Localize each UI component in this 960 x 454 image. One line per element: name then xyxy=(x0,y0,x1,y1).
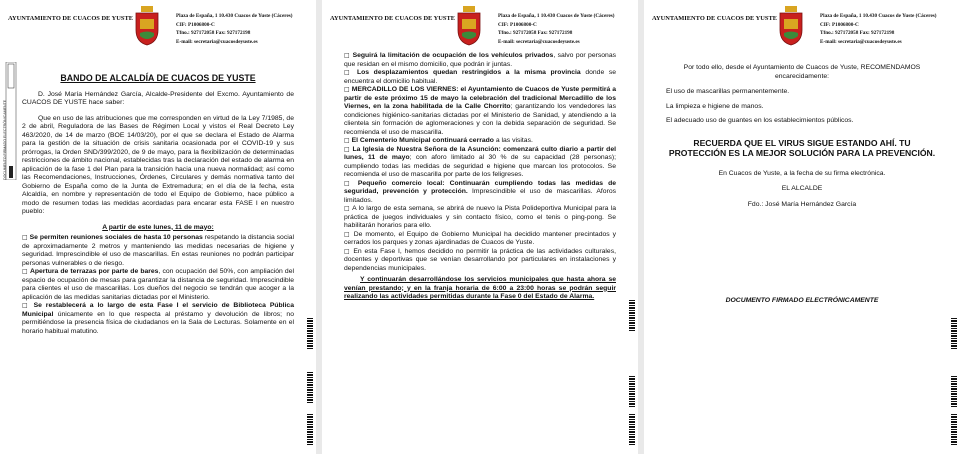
letterhead xyxy=(8,6,310,54)
bullet-icon: □ xyxy=(344,230,351,238)
barcode-icon xyxy=(629,376,635,408)
letterhead-org-name: AYUNTAMIENTO DE CUACOS DE YUSTE xyxy=(330,15,455,22)
list-item: □ Se restablecerá a lo largo de esta Fase I el servicio de Biblioteca Pública Municipal únicamente en lo que respecta al préstamo y devolución de libros; no permitiéndose la presencia física de ciudadanos en la Sala de Lecturas. Solamente en el horario habitual matutino. xyxy=(22,302,294,335)
coat-of-arms-icon xyxy=(456,6,482,46)
bullet-icon: □ xyxy=(344,52,351,59)
recommendation-item: La limpieza e higiene de manos. xyxy=(666,102,764,110)
list-item: □ Los desplazamientos quedan restringidos a la misma provincia donde se encuentra el domicilio habitual. xyxy=(344,69,617,85)
signer-role: EL ALCALDE xyxy=(781,185,823,192)
barcode-icon xyxy=(951,376,957,408)
bullet-icon: □ xyxy=(22,234,28,241)
document-page-1 xyxy=(0,0,316,454)
letterhead-contact: Plaza de España, 1 10.430 Cuacos de Yuste (Cáceres) CIF: P1006800-C Tfno.: 927172058 Fax: 927172198 E-mail: secretaria@cuacosdeyuste.es xyxy=(820,13,937,45)
recommendation-item: El uso de mascarillas permanentemente. xyxy=(666,88,790,95)
recommendation-item: El adecuado uso de guantes en los establecimientos públicos. xyxy=(666,117,854,124)
letterhead-contact: Plaza de España, 1 10.430 Cuacos de Yuste (Cáceres) CIF: P1006800-C Tfno.: 927172058 Fax: 927172198 E-mail: secretaria@cuacosdeyuste.es xyxy=(176,13,293,45)
page-2-body xyxy=(344,52,616,302)
date-line: En Cuacos de Yuste, a la fecha de su firma electrónica. xyxy=(718,169,886,177)
bullet-icon: □ xyxy=(344,179,353,187)
list-item: □ MERCADILLO DE LOS VIERNES: el Ayuntamiento de Cuacos de Yuste permitirá a partir de este próximo 15 de mayo la celebración del tradicional Mercadillo de los Viernes, en la zona habilitada de la Calle Chorrito; garantizando los vendedores las condiciones higiénico-sanitarias dictadas por el Ministerio de Sanidad, y atendiendo a la clientela sin formación de aglomeraciones y con la debida separación de seguridad. Se recomienda el uso de mascarilla. xyxy=(344,86,617,136)
letterhead-contact: Plaza de España, 1 10.430 Cuacos de Yuste (Cáceres) CIF: P1006800-C Tfno.: 927172058 Fax: 927172198 E-mail: secretaria@cuacosdeyuste.es xyxy=(498,13,615,45)
slogan: RECUERDA QUE EL VIRUS SIGUE ESTANDO AHÍ. TU PROTECCIÓN ES LA MEJOR SOLUCIÓN PARA LA PREVENCIÓN. xyxy=(668,137,936,158)
electronic-signature-note: DOCUMENTO FIRMADO ELECTRÓNICAMENTE xyxy=(725,297,879,304)
phase-subtitle: A partir de este lunes, 11 de mayo: xyxy=(102,223,214,231)
bullet-icon: □ xyxy=(22,302,30,309)
barcode-icon xyxy=(307,414,313,446)
barcode-icon xyxy=(629,414,635,446)
bullet-icon: □ xyxy=(344,86,350,93)
list-item: □ De momento, el Equipo de Gobierno Municipal ha decidido mantener precintados y cerrados los parques y zonas ajardinadas de Cuacos de Yuste. xyxy=(344,230,617,246)
intro-paragraph: D. José María Hernández García, Alcalde-Presidente del Excmo. Ayuntamiento de CUACOS DE YUSTE hace saber: xyxy=(22,90,294,106)
bullet-icon: □ xyxy=(344,247,351,255)
coat-of-arms-icon xyxy=(134,6,160,46)
barcode-icon xyxy=(307,318,313,350)
letterhead-org-name: AYUNTAMIENTO DE CUACOS DE YUSTE xyxy=(652,15,777,22)
legal-paragraph: Que en uso de las atribuciones que me corresponden en virtud de la Ley 7/1985, de 2 de abril, Reguladora de las Bases de Régimen Local y vistos el Real Decreto Ley 463/2020, de 14 de marzo (BOE 14/03/20), por el que se declara el Estado de Alarma para la gestión de la situación de crisis sanitaria ocasionada por el COVID-19 y sus prórrogas, la Orden SND/399/2020, de 9 de mayo, para la flexibilización de determinadas restricciones de ámbito nacional, establecidas tras la declaración del estado de alarma en aplicación de la fase 1 del Plan para la transición hacia una nueva normalidad; así como las Recomendaciones, Instrucciones, Órdenes, Circulares y demás normativa tanto del Gobierno de España como de la Junta de Extremadura; en el día de la fecha, esta Alcaldía, en nombre y representación de todo el Equipo de Gobierno, hace público a modo de resumen todas las medidas acordadas para encarar esta FASE I en nuestro pueblo: xyxy=(22,114,294,215)
list-item: □ A lo largo de esta semana, se abrirá de nuevo la Pista Polideportiva Municipal para la práctica de juegos individuales y sin contacto físico, como el tenis o ping-pong. Se habilitarán horarios para ello. xyxy=(344,205,617,229)
bullet-icon: □ xyxy=(344,137,350,144)
closing-paragraph: Y continuarán desarrollándose los servicios municipales que hasta ahora se venían prestando; y en la franja horaria de 6:00 a 23:00 horas se podrán seguir realizando las actividades permitidas durante la Fase 0 del Estado de Alarma. xyxy=(344,276,616,300)
list-item: □ La Iglesia de Nuestra Señora de la Asunción: comenzará culto diario a partir del lunes, 11 de mayo; con aforo limitado al 30 % de su capacidad (28 personas); cumpliendo todas las medidas de seguridad e higiene que marcan los protocolos. Se recomienda el uso de mascarilla por parte de los feligreses. xyxy=(344,145,617,178)
list-item: □ Seguirá la limitación de ocupación de los vehículos privados, salvo por personas que residan en el mismo domicilio, que podrán ir juntas. xyxy=(344,52,616,68)
letterhead xyxy=(330,6,632,54)
page-1-body xyxy=(22,58,294,336)
page-3-body xyxy=(666,64,938,306)
barcode-icon xyxy=(951,414,957,446)
signer-name: Fdo.: José María Hernández García xyxy=(747,200,857,208)
bullet-icon: □ xyxy=(22,268,28,275)
bando-title: BANDO DE ALCALDÍA DE CUACOS DE YUSTE xyxy=(60,73,256,83)
list-item: □ Pequeño comercio local: Continuarán cumpliendo todas las medidas de seguridad, prevención y protección. Imprescindible el uso de mascarillas. Aforos limitados. xyxy=(344,179,617,204)
barcode-icon xyxy=(951,318,957,350)
bullet-icon: □ xyxy=(344,205,351,212)
list-item: □ El Cementerio Municipal continuará cerrado a las visitas. xyxy=(344,137,533,144)
document-page-3 xyxy=(644,0,960,454)
barcode-icon xyxy=(307,372,313,404)
letterhead xyxy=(652,6,954,54)
list-item: □ Apertura de terrazas por parte de bares, con ocupación del 50%, con ampliación del espacio de ocupación de mesas para garantizar la distancia de seguridad. Imprescindible para clientes el uso de mascarillas. Los dueños del negocio se tendrán que acoger a la aplicación de las medidas sanitarias dictadas por el Ministerio. xyxy=(22,268,294,301)
recommendation-intro: Por todo ello, desde el Ayuntamiento de Cuacos de Yuste, RECOMENDAMOS encarecidamente: xyxy=(683,64,921,80)
document-page-2 xyxy=(322,0,638,454)
letterhead-org-name: AYUNTAMIENTO DE CUACOS DE YUSTE xyxy=(8,15,133,22)
coat-of-arms-icon xyxy=(778,6,804,46)
bullet-icon: □ xyxy=(344,145,351,153)
bullet-icon: □ xyxy=(344,69,353,76)
list-item: □ En esta Fase I, hemos decidido no permitir la práctica de las actividades culturales, docentes y deportivas que se venían desarrollando por particulares en instalaciones y dependencias municipales. xyxy=(344,247,616,272)
stamp-text: DOCUMENTO FIRMADO ELECTRÓNICAMENTE xyxy=(3,99,7,180)
barcode-icon xyxy=(629,300,635,332)
list-item: □ Se permiten reuniones sociales de hasta 10 personas respetando la distancia social de aproximadamente 2 metros y manteniendo las medidas necesarias de higiene y seguridad. Imprescindible el uso de mascarillas. En estas reuniones no podrán participar personas vulnerables o de riesgo. xyxy=(22,234,295,267)
